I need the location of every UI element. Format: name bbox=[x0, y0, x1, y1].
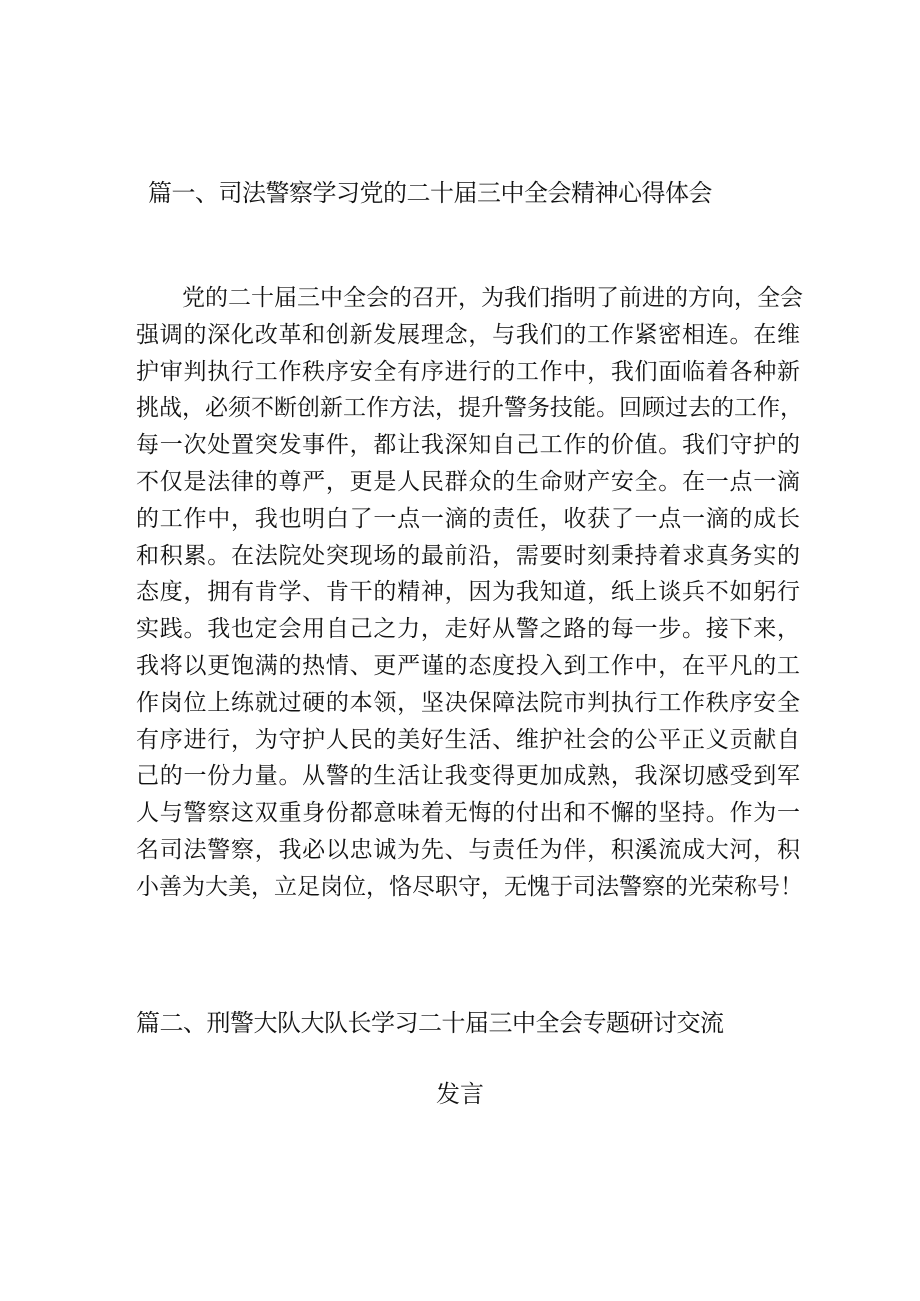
body-line: 己的一份力量。从警的生活让我变得更加成熟，我深切感受到军 bbox=[136, 763, 800, 790]
section-title-1: 篇一、司法警察学习党的二十届三中全会精神心得体会 bbox=[148, 179, 712, 207]
body-line: 名司法警察，我必以忠诚为先、与责任为伴，积溪流成大河，积 bbox=[136, 836, 800, 863]
body-line: 和积累。在法院处突现场的最前沿，需要时刻秉持着求真务实的 bbox=[136, 542, 800, 569]
body-line: 实践。我也定会用自己之力，走好从警之路的每一步。接下来， bbox=[136, 616, 800, 643]
body-line: 党的二十届三中全会的召开，为我们指明了前进的方向，全会 bbox=[182, 285, 803, 311]
body-line: 每一次处置突发事件，都让我深知自己工作的价值。我们守护的 bbox=[136, 432, 800, 459]
body-line: 态度，拥有肯学、肯干的精神，因为我知道，纸上谈兵不如躬行 bbox=[136, 579, 800, 606]
body-line: 挑战，必须不断创新工作方法，提升警务技能。回顾过去的工作， bbox=[136, 395, 803, 422]
body-line: 作岗位上练就过硬的本领，坚决保障法院市判执行工作秩序安全 bbox=[136, 689, 800, 716]
body-line: 的工作中，我也明白了一点一滴的责任，收获了一点一滴的成长 bbox=[136, 505, 800, 532]
essay-body bbox=[136, 280, 803, 906]
body-line: 人与警察这双重身份都意味着无悔的付出和不懈的坚持。作为一 bbox=[136, 800, 800, 827]
body-line: 我将以更饱满的热情、更严谨的态度投入到工作中，在平凡的工 bbox=[136, 652, 800, 679]
body-line: 护审判执行工作秩序安全有序进行的工作中，我们面临着各种新 bbox=[136, 358, 800, 385]
section-title-2: 篇二、刑警大队大队长学习二十届三中全会专题研讨交流 bbox=[136, 1009, 724, 1037]
body-line: 不仅是法律的尊严，更是人民群众的生命财产安全。在一点一滴 bbox=[136, 468, 800, 495]
body-line: 小善为大美，立足岗位，恪尽职守，无愧于司法警察的光荣称号！ bbox=[136, 873, 803, 900]
section-title-2-continued: 发言 bbox=[436, 1080, 484, 1108]
body-line: 强调的深化改革和创新发展理念，与我们的工作紧密相连。在维 bbox=[136, 321, 800, 348]
body-line: 有序进行，为守护人民的美好生活、维护社会的公平正义贡献自 bbox=[136, 726, 800, 753]
